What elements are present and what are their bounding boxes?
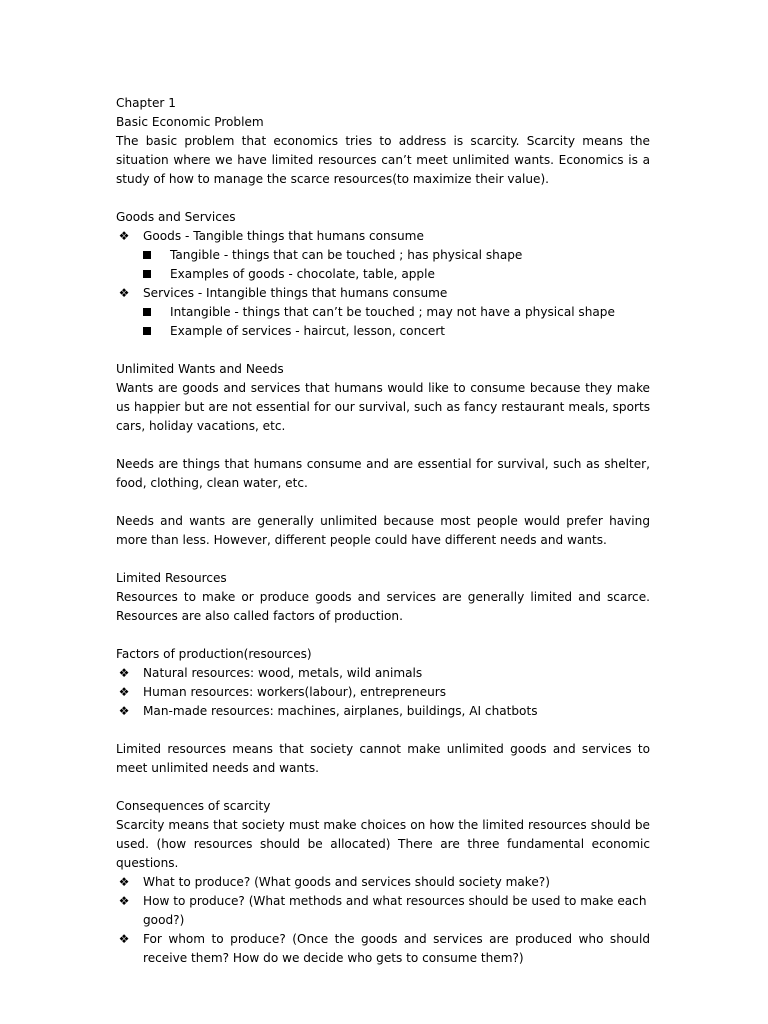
bullet-question-label: What to produce? (What goods and services should society make?): [143, 875, 550, 889]
bullet-services-label: Services - Intangible things that humans consume: [143, 286, 448, 300]
diamond-bullet-icon: ❖: [118, 229, 130, 243]
square-bullet-icon: [143, 246, 153, 265]
bullet-factor-label: Natural resources: wood, metals, wild animals: [143, 666, 423, 680]
sub-bullet-intangible: [116, 303, 650, 322]
bullet-question: [116, 892, 650, 930]
goods-services-heading: Goods and Services: [116, 210, 236, 224]
spacer: [116, 626, 650, 645]
bullet-factor: [116, 683, 650, 702]
bullet-services: [116, 284, 650, 303]
consequences-paragraph: Scarcity means that society must make choices on how the limited resources should be used. (how resources should be allocated) There are three fundamental economic questions.: [116, 818, 650, 870]
consequences-heading: Consequences of scarcity: [116, 799, 271, 813]
diamond-bullet-icon: ❖: [118, 685, 130, 699]
unlimited-paragraph: Needs and wants are generally unlimited because most people would prefer having more than less. However, different people could have different needs and wants.: [116, 514, 650, 547]
intro-paragraph: The basic problem that economics tries to address is scarcity. Scarcity means the situation where we have limited resources can’t meet unlimited wants. Economics is a study of how to manage the scarce resources(to maximize their value).: [116, 134, 650, 186]
wants-needs-heading: Unlimited Wants and Needs: [116, 362, 284, 376]
diamond-bullet-icon: ❖: [118, 704, 130, 718]
bullet-factor-label: Man-made resources: machines, airplanes, buildings, AI chatbots: [143, 704, 538, 718]
diamond-bullet-icon: ❖: [118, 932, 130, 946]
sub-bullet-examples-goods: [116, 265, 650, 284]
spacer: [116, 341, 650, 360]
limited-resources-heading: Limited Resources: [116, 571, 227, 585]
bullet-factor-label: Human resources: workers(labour), entrepreneurs: [143, 685, 447, 699]
square-bullet-icon: [143, 303, 153, 322]
sub-bullet-label: Examples of goods - chocolate, table, apple: [170, 267, 435, 281]
sub-bullet-label: Example of services - haircut, lesson, concert: [170, 324, 446, 338]
diamond-bullet-icon: ❖: [118, 894, 130, 908]
chapter-title: Basic Economic Problem: [116, 115, 264, 129]
bullet-question: [116, 873, 650, 892]
limited-paragraph: Limited resources means that society cannot make unlimited goods and services to meet unlimited needs and wants.: [116, 742, 650, 775]
sub-bullet-label: Intangible - things that can’t be touched ; may not have a physical shape: [170, 305, 615, 319]
spacer: [116, 436, 650, 455]
document-body: [116, 94, 650, 968]
chapter-label: Chapter 1: [116, 96, 176, 110]
diamond-bullet-icon: ❖: [118, 875, 130, 889]
bullet-question: [116, 930, 650, 968]
sub-bullet-examples-services: [116, 322, 650, 341]
diamond-bullet-icon: ❖: [118, 666, 130, 680]
sub-bullet-label: Tangible - things that can be touched ; has physical shape: [170, 248, 523, 262]
spacer: [116, 778, 650, 797]
spacer: [116, 550, 650, 569]
wants-paragraph: Wants are goods and services that humans would like to consume because they make us happier but are not essential for our survival, such as fancy restaurant meals, sports cars, holiday vacations, etc.: [116, 381, 650, 433]
resources-paragraph: Resources to make or produce goods and services are generally limited and scarce. Resources are also called factors of production.: [116, 590, 650, 623]
bullet-factor: [116, 702, 650, 721]
spacer: [116, 189, 650, 208]
bullet-factor: [116, 664, 650, 683]
bullet-goods: [116, 227, 650, 246]
spacer: [116, 721, 650, 740]
square-bullet-icon: [143, 322, 153, 341]
bullet-question-label: For whom to produce? (Once the goods and services are produced who should receive them? How do we decide who gets to consume them?): [143, 932, 650, 965]
factors-heading: Factors of production(resources): [116, 647, 312, 661]
diamond-bullet-icon: ❖: [118, 286, 130, 300]
bullet-question-label: How to produce? (What methods and what resources should be used to make each good?): [143, 894, 647, 927]
sub-bullet-tangible: [116, 246, 650, 265]
bullet-goods-label: Goods - Tangible things that humans consume: [143, 229, 424, 243]
square-bullet-icon: [143, 265, 153, 284]
spacer: [116, 493, 650, 512]
needs-paragraph: Needs are things that humans consume and are essential for survival, such as shelter, food, clothing, clean water, etc.: [116, 457, 650, 490]
